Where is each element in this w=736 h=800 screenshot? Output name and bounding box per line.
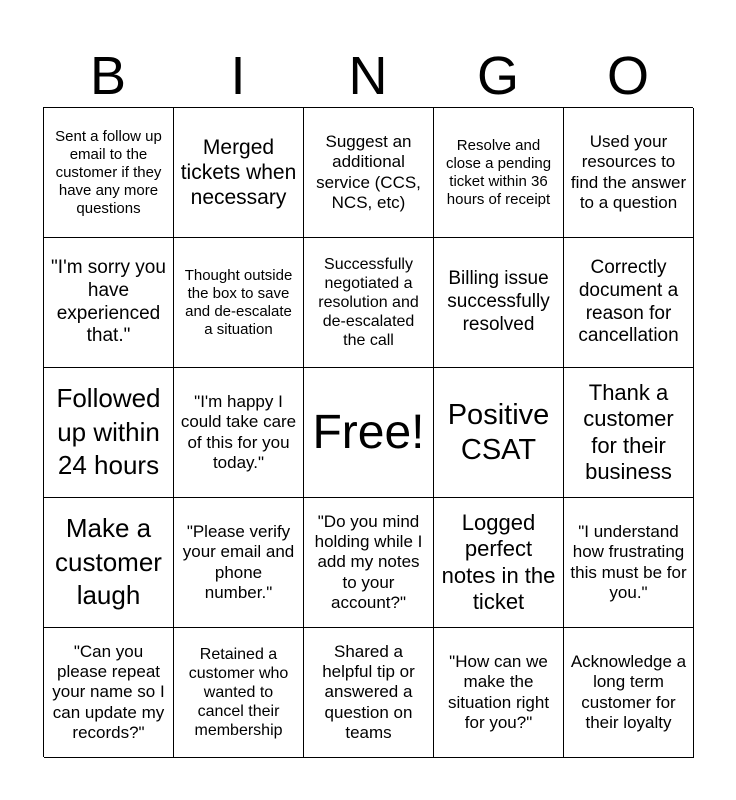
header-letter-n: N bbox=[348, 46, 388, 106]
bingo-cell-r1c1[interactable] bbox=[44, 108, 174, 238]
cell-text: "I'm sorry you have experienced that." bbox=[51, 256, 166, 347]
cell-text: Shared a helpful tip or answered a question on teams bbox=[322, 641, 415, 743]
bingo-cell-r1c5[interactable] bbox=[564, 108, 694, 238]
cell-text: "I'm happy I could take care of this for you today." bbox=[180, 391, 297, 472]
cell-text: Acknowledge a long term customer for their loyalty bbox=[570, 651, 687, 732]
bingo-cell-r5c3[interactable] bbox=[304, 628, 434, 758]
bingo-cell-r1c4[interactable] bbox=[434, 108, 564, 238]
bingo-cell-r4c4[interactable] bbox=[434, 498, 564, 628]
bingo-cell-r4c5[interactable] bbox=[564, 498, 694, 628]
bingo-cell-r5c2[interactable] bbox=[174, 628, 304, 758]
cell-text: "I understand how frustrating this must be for you." bbox=[570, 521, 687, 602]
bingo-cell-r4c2[interactable] bbox=[174, 498, 304, 628]
cell-text: Thought outside the box to save and de-escalate a situation bbox=[184, 266, 293, 338]
bingo-cell-r5c4[interactable] bbox=[434, 628, 564, 758]
bingo-cell-free[interactable] bbox=[304, 368, 434, 498]
cell-text: Suggest an additional service (CCS, NCS, etc) bbox=[316, 131, 421, 212]
bingo-cell-r2c4[interactable] bbox=[434, 238, 564, 368]
header-letter-o: O bbox=[606, 46, 649, 106]
bingo-cell-r3c5[interactable] bbox=[564, 368, 694, 498]
cell-text: Sent a follow up email to the customer if they have any more questions bbox=[55, 127, 162, 217]
bingo-cell-r4c1[interactable] bbox=[44, 498, 174, 628]
bingo-cell-r3c1[interactable] bbox=[44, 368, 174, 498]
bingo-cell-r2c2[interactable] bbox=[174, 238, 304, 368]
cell-text: Followed up within 24 hours bbox=[56, 382, 161, 481]
bingo-cell-r5c1[interactable] bbox=[44, 628, 174, 758]
bingo-cell-r3c2[interactable] bbox=[174, 368, 304, 498]
cell-text: Used your resources to find the answer to a question bbox=[570, 131, 687, 212]
free-space-text: Free! bbox=[312, 405, 425, 459]
header-letter-b: B bbox=[89, 46, 127, 106]
cell-text: Successfully negotiated a resolution and de-escalated the call bbox=[318, 255, 419, 350]
cell-text: Billing issue successfully resolved bbox=[447, 268, 550, 335]
bingo-cell-r5c5[interactable] bbox=[564, 628, 694, 758]
bingo-header bbox=[43, 44, 693, 108]
cell-text: Positive CSAT bbox=[447, 398, 550, 466]
bingo-cell-r2c1[interactable] bbox=[44, 238, 174, 368]
cell-text: Correctly document a reason for cancellation bbox=[578, 256, 679, 347]
cell-text: Thank a customer for their business bbox=[583, 379, 674, 484]
cell-text: Retained a customer who wanted to cancel their membership bbox=[188, 645, 289, 740]
bingo-cell-r4c3[interactable] bbox=[304, 498, 434, 628]
cell-text: "Do you mind holding while I add my notes to your account?" bbox=[314, 511, 423, 613]
bingo-board bbox=[43, 107, 693, 757]
header-letter-i: I bbox=[230, 46, 246, 106]
cell-text: Make a customer laugh bbox=[55, 512, 162, 611]
bingo-cell-r2c5[interactable] bbox=[564, 238, 694, 368]
header-letter-g: G bbox=[476, 46, 519, 106]
bingo-cell-r1c3[interactable] bbox=[304, 108, 434, 238]
cell-text: "Can you please repeat your name so I can update my records?" bbox=[52, 641, 165, 743]
cell-text: Logged perfect notes in the ticket bbox=[441, 509, 556, 614]
cell-text: Merged tickets when necessary bbox=[180, 135, 297, 210]
bingo-cell-r2c3[interactable] bbox=[304, 238, 434, 368]
cell-text: "Please verify your email and phone number." bbox=[182, 521, 295, 602]
bingo-cell-r3c4[interactable] bbox=[434, 368, 564, 498]
cell-text: Resolve and close a pending ticket within 36 hours of receipt bbox=[445, 136, 552, 208]
bingo-cell-r1c2[interactable] bbox=[174, 108, 304, 238]
cell-text: "How can we make the situation right for you?" bbox=[447, 651, 550, 732]
